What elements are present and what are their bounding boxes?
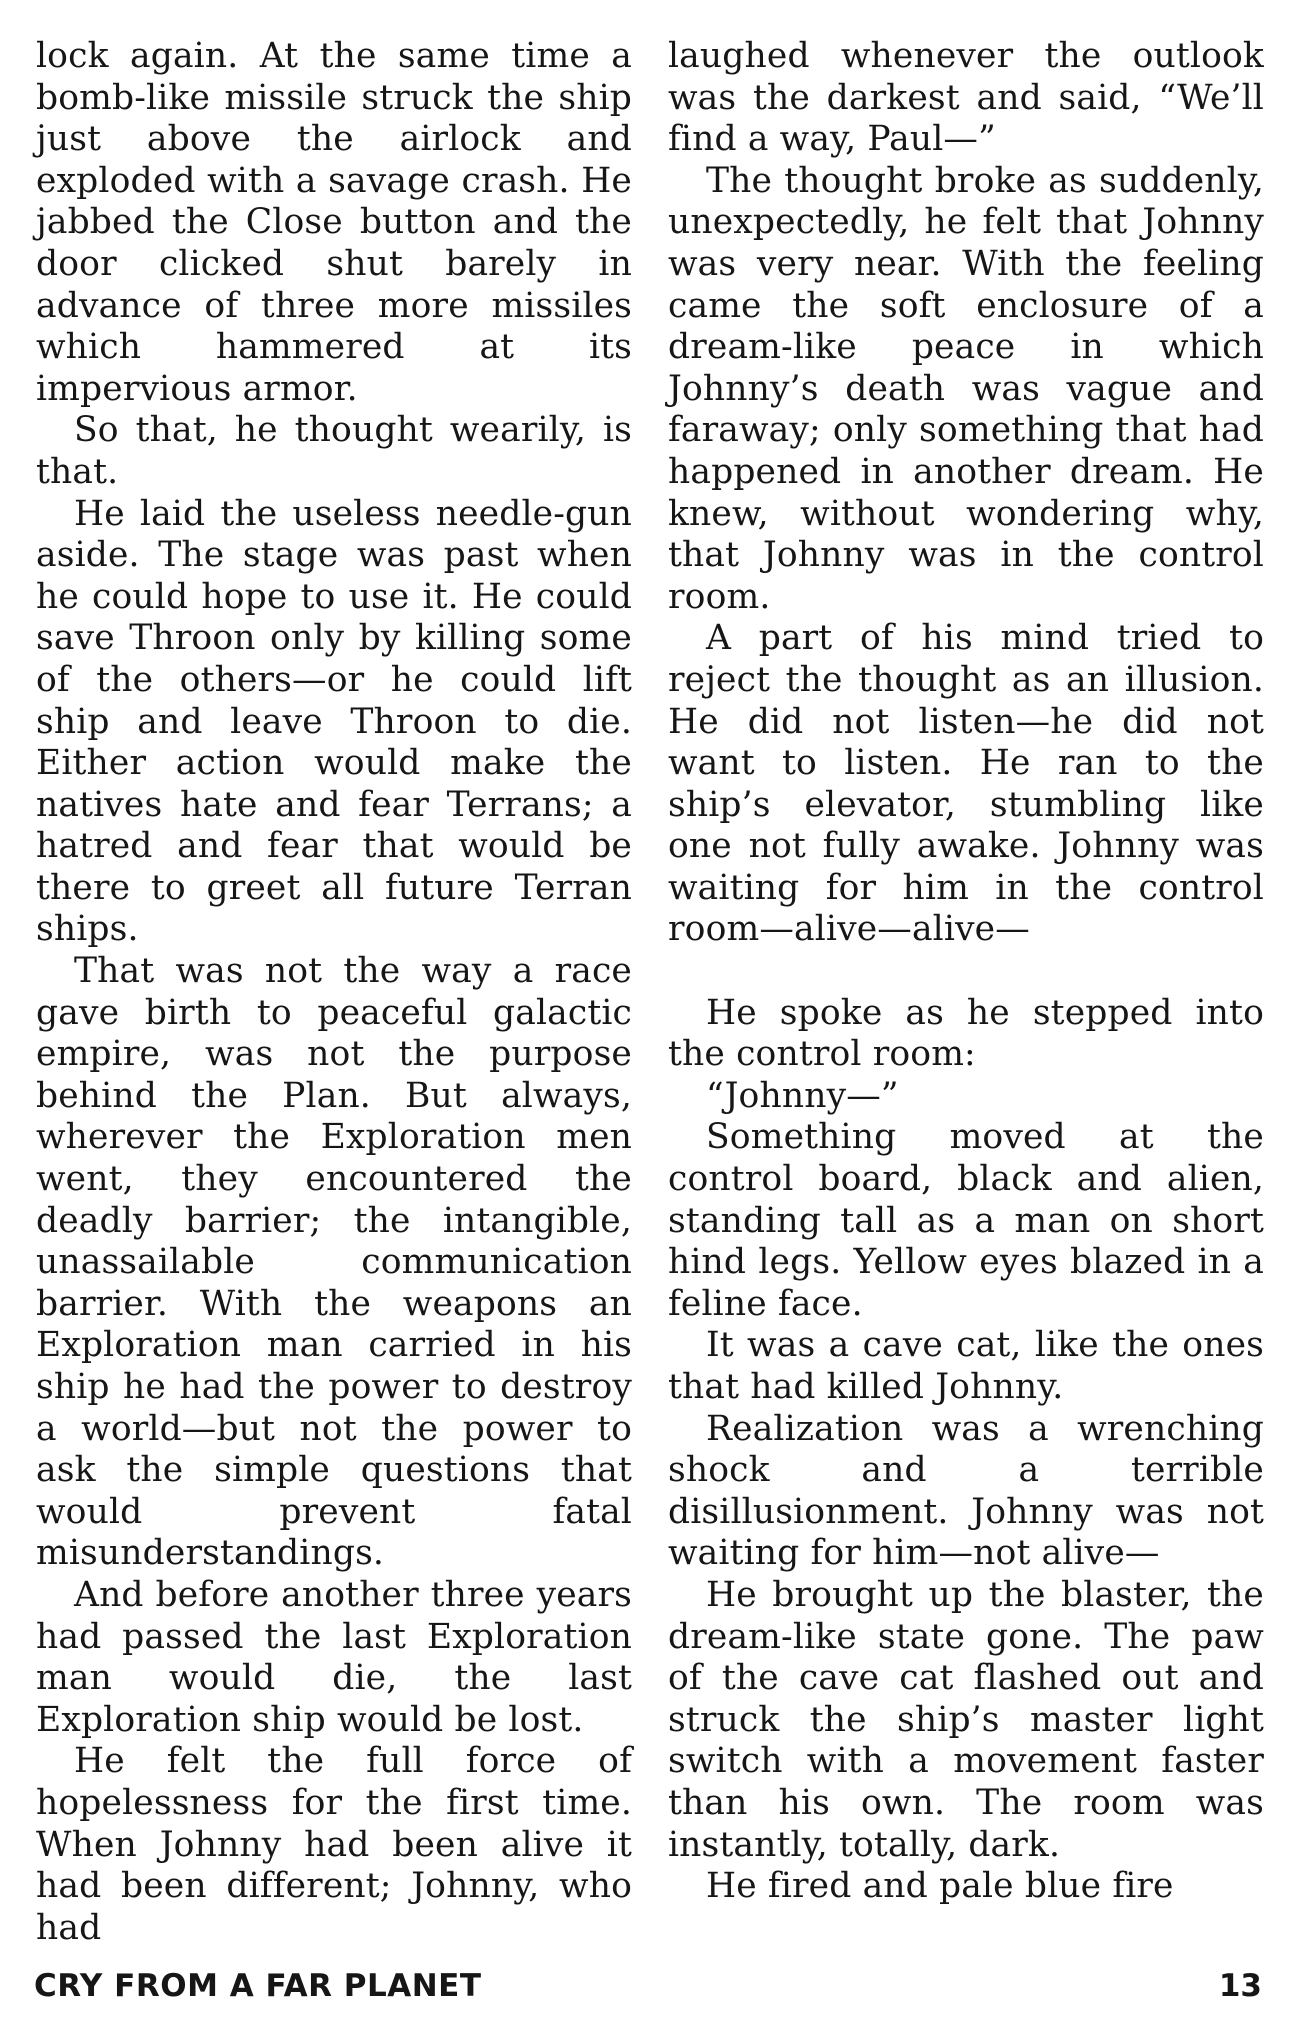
paragraph: laughed whenever the outlook was the darkest and said, “We’ll find a way, Paul—” — [668, 36, 1264, 160]
paragraph: A part of his mind tried to reject the thought as an illusion. He did not listen—he did not want to listen. He ran to the ship’s elevator, stumbling like one not fully awake. Johnny was waiting for him in the control room—alive—alive— — [668, 618, 1264, 950]
paragraph: The thought broke as suddenly, unexpectedly, he felt that Johnny was very near. With the feeling came the soft enclosure of a dream-like peace in which Johnny’s death was vague and faraway; only something that had happened in another dream. He knew, without wondering why, that Johnny was in the control room. — [668, 160, 1264, 617]
paragraph: Something moved at the control board, black and alien, standing tall as a man on short hind legs. Yellow eyes blazed in a feline face. — [668, 1117, 1264, 1324]
paragraph: He laid the useless needle-gun aside. The stage was past when he could hope to use it. He could save Throon only by killing some of the others—or he could lift ship and leave Throon to die. Either action would make the natives hate and fear Terrans; a hatred and fear that would be there to greet all future Terran ships. — [36, 493, 632, 950]
paragraph: He spoke as he stepped into the control room: — [668, 992, 1264, 1075]
left-column — [36, 36, 632, 1949]
paragraph: He brought up the blaster, the dream-like state gone. The paw of the cave cat flashed out and struck the ship’s master light switch with a movement faster than his own. The room was instantly, totally, dark. — [668, 1574, 1264, 1865]
right-column — [668, 36, 1264, 1908]
section-break — [668, 951, 1264, 993]
paragraph: That was not the way a race gave birth to peaceful galactic empire, was not the purpose behind the Plan. But always, wherever the Exploration men went, they encountered the deadly barrier; the intangible, unassailable communication barrier. With the weapons an Exploration man carried in his ship he had the power to destroy a world—but not the power to ask the simple questions that would prevent fatal misunderstandings. — [36, 951, 632, 1574]
page-footer — [34, 1968, 1262, 2008]
paragraph: So that, he thought wearily, is that. — [36, 410, 632, 492]
running-title: CRY FROM A FAR PLANET — [34, 1968, 482, 2004]
paragraph: It was a cave cat, like the ones that had killed Johnny. — [668, 1325, 1264, 1407]
paragraph: lock again. At the same time a bomb-like missile struck the ship just above the airlock and exploded with a savage crash. He jabbed the Close button and the door clicked shut barely in advance of three more missiles which hammered at its impervious armor. — [36, 36, 632, 409]
paragraph: He felt the full force of hopelessness for the first time. When Johnny had been alive it had been different; Johnny, who had — [36, 1741, 632, 1948]
paragraph: And before another three years had passed the last Exploration man would die, the last Exploration ship would be lost. — [36, 1574, 632, 1740]
paragraph: Realization was a wrenching shock and a terrible disillusionment. Johnny was not waiting for him—not alive— — [668, 1408, 1264, 1574]
paragraph: “Johnny—” — [706, 1075, 899, 1116]
paragraph: He fired and pale blue fire — [706, 1866, 1174, 1907]
page-number: 13 — [1218, 1968, 1262, 2004]
